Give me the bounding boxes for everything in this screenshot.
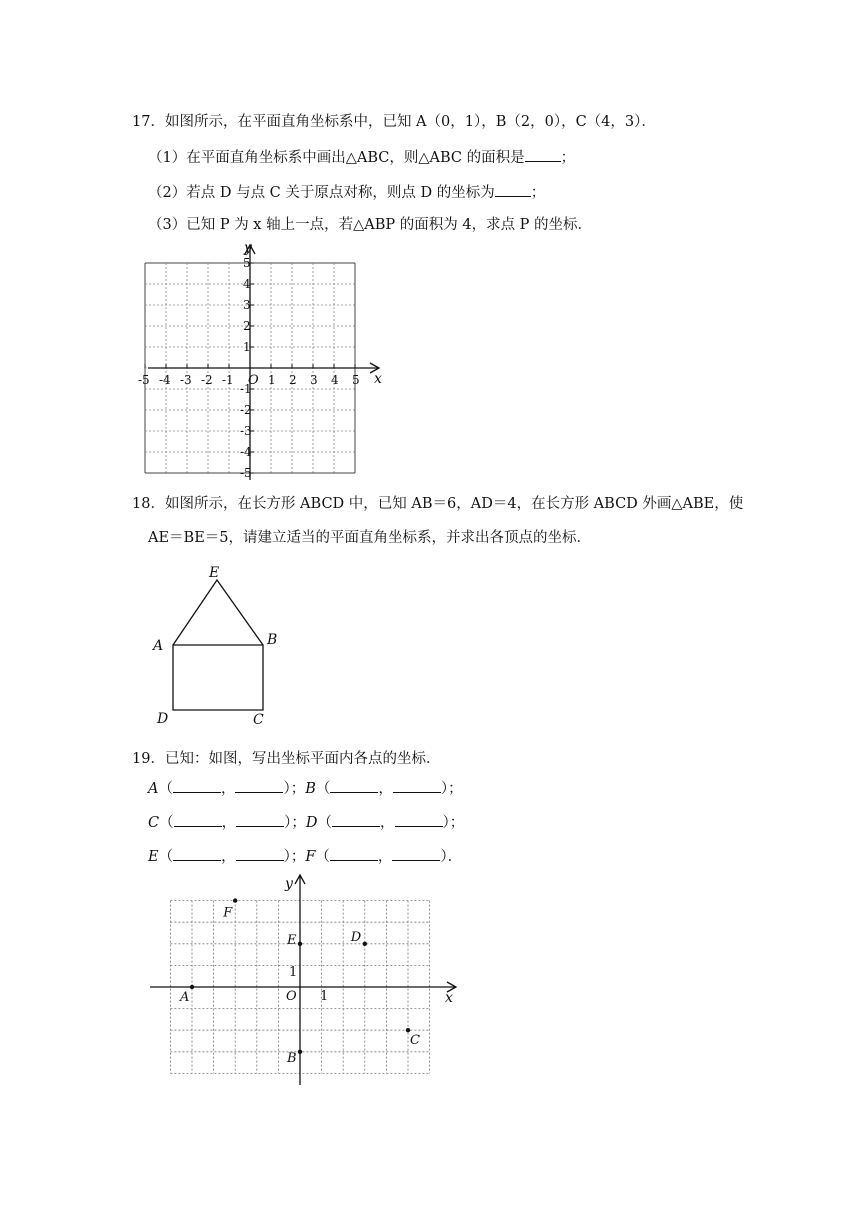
x-tick-label: 4	[331, 373, 339, 387]
q17-part2-end: ；	[530, 185, 546, 201]
y-tick-label: 2	[243, 319, 251, 333]
q17-y-axis-label: y	[244, 240, 252, 256]
point-e-mark: E	[287, 932, 297, 948]
x-tick-label: -4	[159, 373, 171, 387]
paren: （	[315, 781, 331, 797]
close: ）；	[442, 815, 465, 831]
q18-stem-line1: 18．如图所示，在长方形 ABCD 中，已知 AB＝6，AD＝4，在长方形 ABCD 外画△ABE，使	[132, 496, 744, 512]
close: ）；	[284, 815, 306, 831]
q18-stem-line2: AE＝BE＝5，请建立适当的平面直角坐标系，并求出各顶点的坐标．	[148, 530, 592, 546]
comma: ，	[221, 815, 237, 831]
comma: ，	[221, 849, 236, 865]
point-e-dot	[298, 942, 302, 946]
point-f-dot	[233, 898, 237, 902]
point-f-mark: F	[223, 905, 233, 921]
paren: （	[159, 815, 174, 831]
close: ）；	[440, 781, 463, 797]
y-tick-label: -5	[240, 466, 252, 480]
x-tick-label: 3	[310, 373, 318, 387]
point-a-dot	[190, 985, 194, 989]
x-tick-label: -1	[222, 373, 234, 387]
label-e: E	[209, 565, 220, 581]
q19-y-axis-label: y	[285, 876, 293, 892]
q17-part1-end: ；	[560, 150, 576, 166]
x-tick-label: -2	[201, 373, 213, 387]
x-tick-label: -3	[180, 373, 192, 387]
comma: ，	[220, 781, 236, 797]
point-a-mark: A	[180, 990, 190, 1005]
paren: （	[158, 849, 174, 865]
q17-origin-label: O	[248, 373, 259, 388]
close: ）；	[283, 781, 306, 797]
y-tick-label: -4	[240, 445, 252, 459]
q17-part2-text: （2）若点 D 与点 C 关于原点对称，则点 D 的坐标为	[148, 185, 495, 201]
point-c-dot	[406, 1028, 410, 1032]
label-d: D	[157, 711, 169, 727]
point-f-label: F	[305, 849, 316, 865]
label-c: C	[253, 712, 264, 728]
y-tick-label: 5	[243, 256, 251, 270]
point-d-dot	[363, 942, 367, 946]
comma: ，	[378, 781, 393, 797]
q19-stem: 19．已知：如图，写出坐标平面内各点的坐标．	[132, 751, 441, 767]
q19-origin-label: O	[286, 989, 297, 1004]
y-tick-label: 1	[243, 340, 251, 354]
point-b-dot	[298, 1050, 302, 1054]
x-tick-label: 5	[352, 373, 360, 387]
y-tick-label: -3	[240, 424, 252, 438]
y-tick-label: -1	[240, 382, 252, 396]
point-b-mark: B	[287, 1050, 297, 1066]
q17-part1-text: （1）在平面直角坐标系中画出△ABC，则△ABC 的面积是	[148, 150, 525, 166]
point-d-label: D	[305, 815, 318, 831]
q19-unit-y-label: 1	[289, 965, 298, 980]
point-e-label: E	[148, 849, 159, 865]
x-tick-label: 2	[289, 373, 297, 387]
y-tick-label: 3	[243, 298, 251, 312]
y-tick-label: -2	[240, 403, 252, 417]
label-b: B	[267, 632, 278, 648]
point-d-mark: D	[350, 929, 362, 945]
comma: ，	[377, 849, 393, 865]
q19-axes	[150, 875, 456, 1085]
point-a-label: A	[148, 781, 159, 797]
y-tick-label: 4	[243, 277, 251, 291]
q17-part3: （3）已知 P 为 x 轴上一点，若△ABP 的面积为 4，求点 P 的坐标．	[148, 217, 593, 233]
paren: （	[317, 815, 332, 831]
comma: ，	[380, 815, 395, 831]
close: ）；	[283, 849, 306, 865]
close: ）．	[440, 849, 463, 865]
paren: （	[315, 849, 330, 865]
label-a: A	[153, 638, 164, 654]
x-tick-label: 1	[268, 373, 276, 387]
x-tick-label: -5	[138, 373, 150, 387]
q19-x-axis-label: x	[445, 990, 453, 1006]
q17-x-axis-label: x	[374, 371, 382, 387]
point-c-mark: C	[410, 1033, 420, 1049]
paren: （	[158, 781, 173, 797]
point-b-label: B	[305, 781, 316, 797]
q17-stem: 17．如图所示，在平面直角坐标系中，已知 A（0，1），B（2，0），C（4，3）．	[132, 114, 656, 130]
point-c-label: C	[148, 815, 160, 831]
q19-unit-x-label: 1	[320, 989, 329, 1004]
